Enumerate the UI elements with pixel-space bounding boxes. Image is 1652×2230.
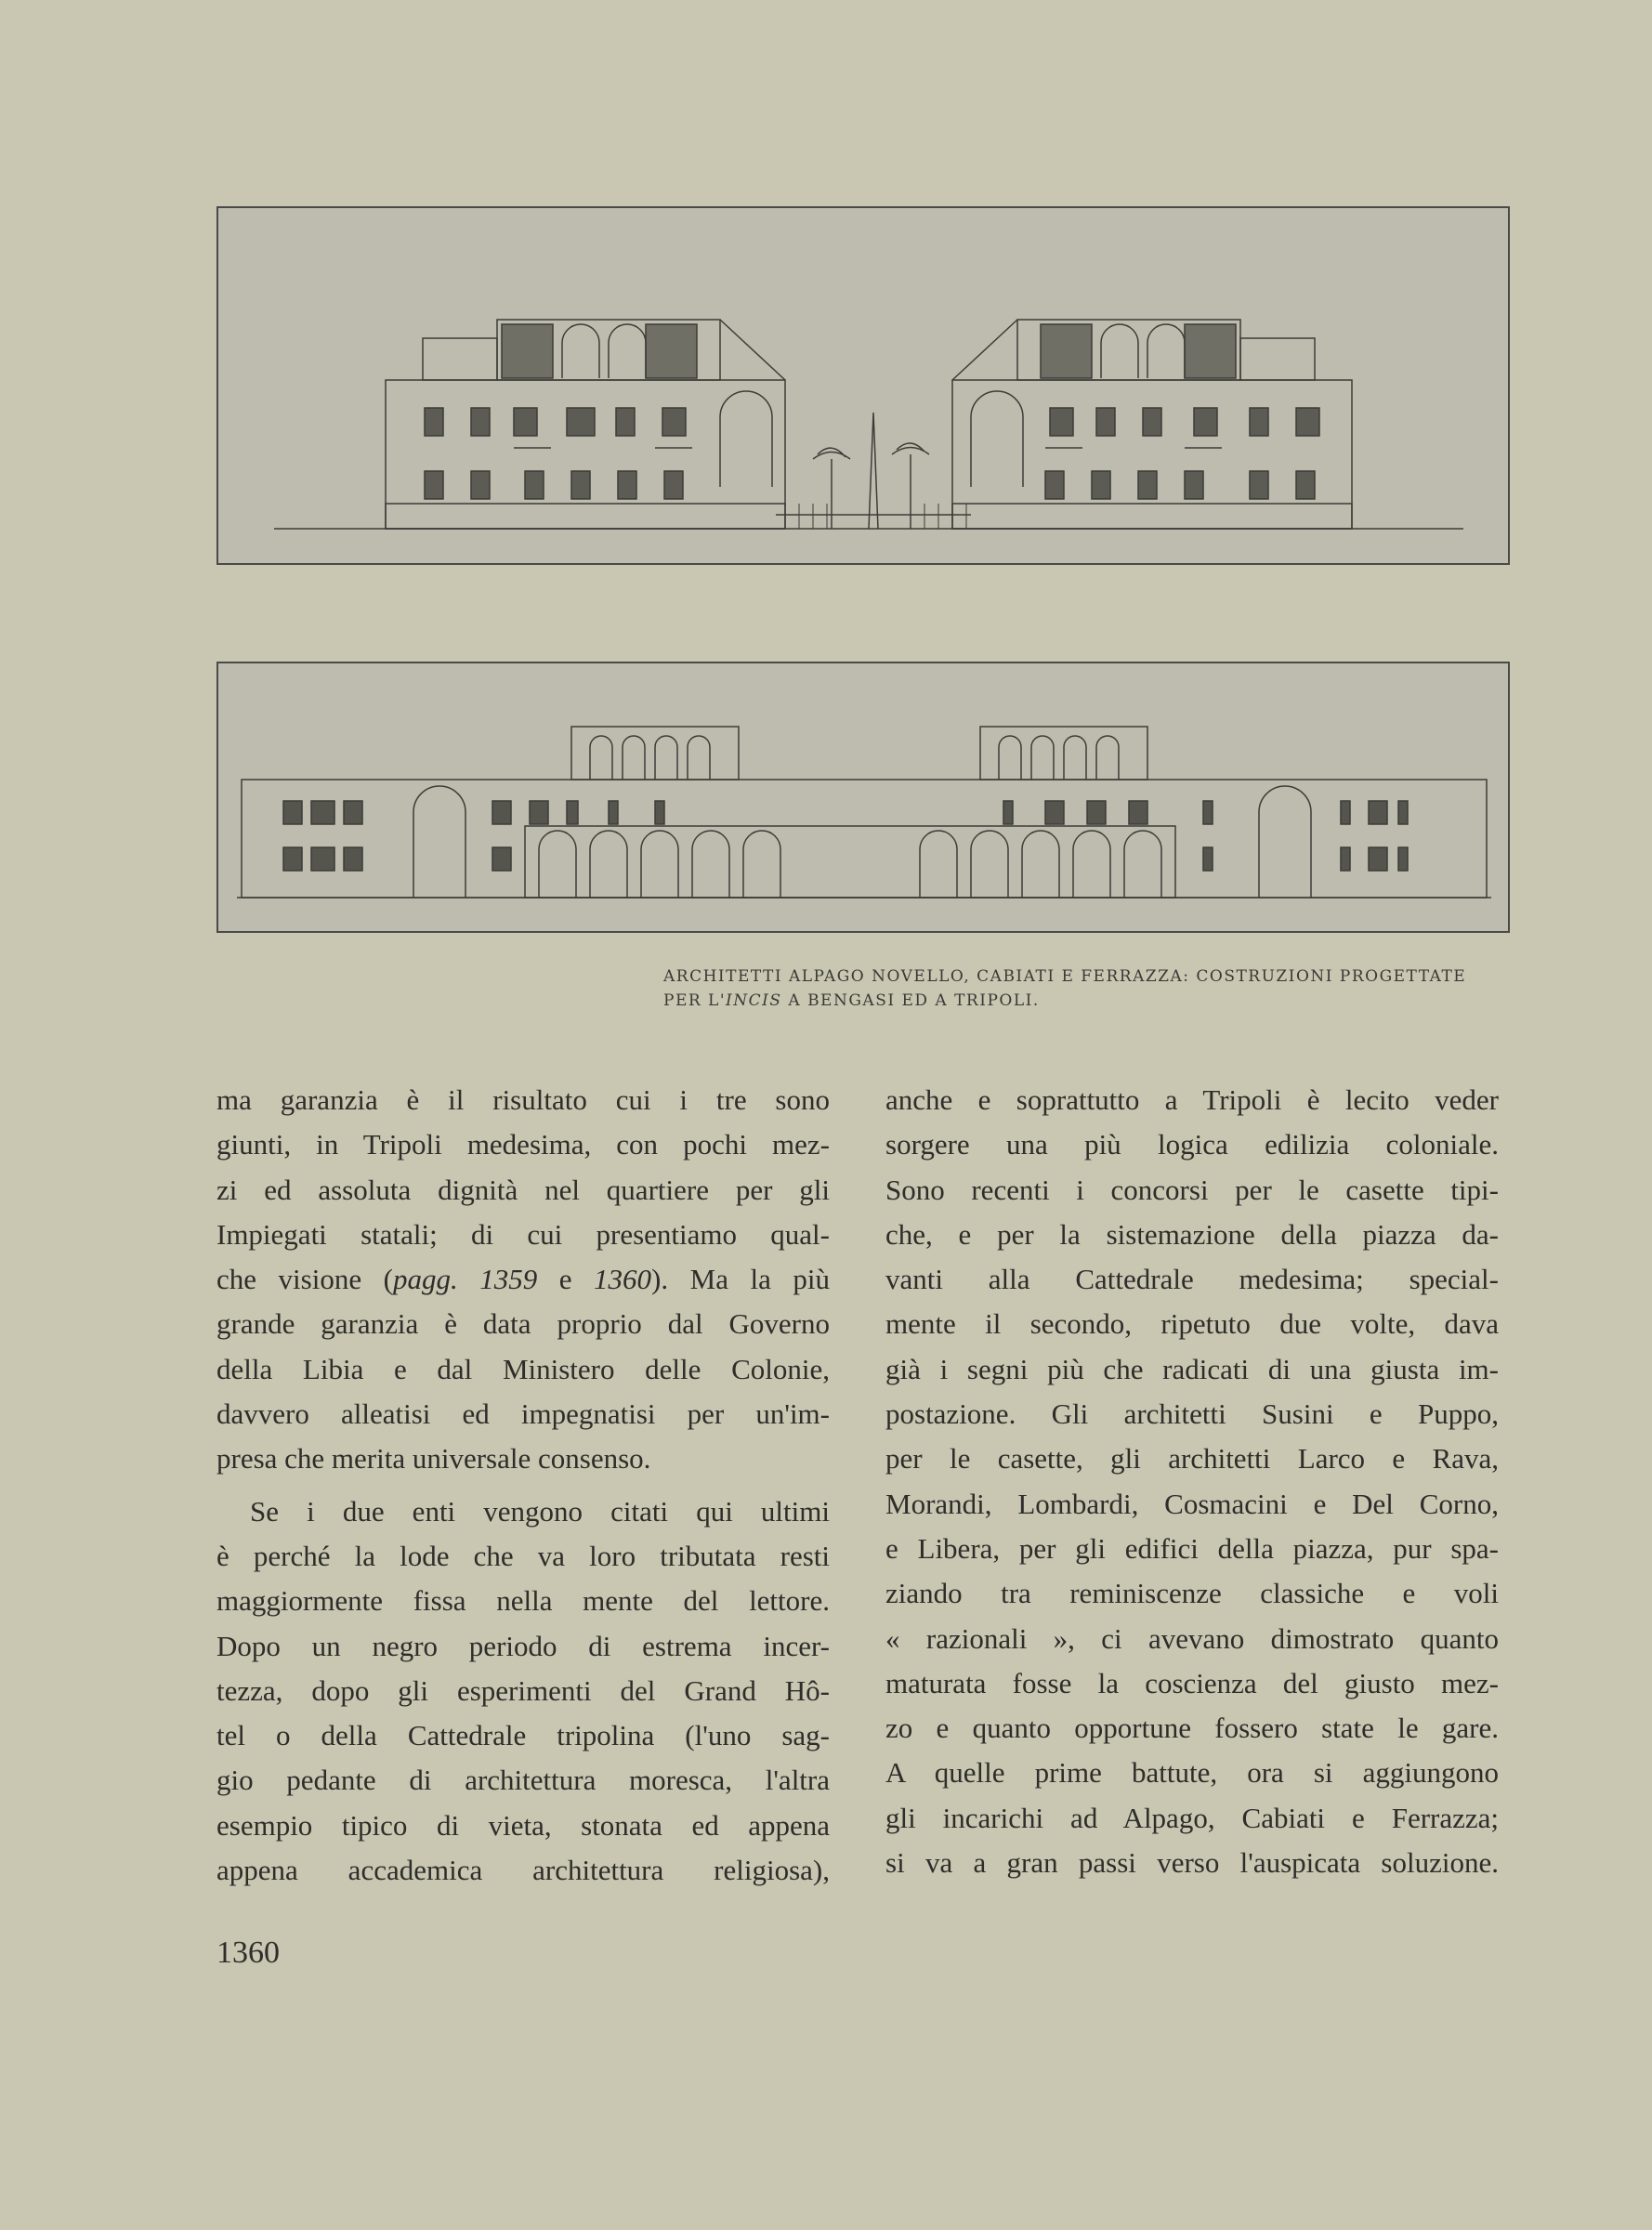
text-segment: e [537, 1263, 595, 1296]
text-line [216, 1257, 830, 1302]
text-line: sorgere una più logica edilizia coloniale. [885, 1128, 1499, 1161]
text-line: gli incarichi ad Alpago, Cabiati e Ferrazza; [885, 1801, 1499, 1834]
caption-line-1: ARCHITETTI ALPAGO NOVELLO, CABIATI E FERRAZZA: COSTRUZIONI PROGETTATE [663, 967, 1467, 986]
left-text-column [216, 1078, 830, 1893]
text-segment: ). Ma la più [651, 1263, 831, 1296]
text-line: per le casette, gli architetti Larco e Rava, [885, 1442, 1499, 1476]
caption-prefix: PER L' [663, 991, 727, 1010]
text-line: si va a gran passi verso l'auspicata soluzione. [885, 1846, 1499, 1880]
villas-elevation-sketch [218, 208, 1508, 563]
arcade-elevation-sketch [218, 663, 1508, 931]
text-line: grande garanzia è data proprio dal Governo [216, 1307, 830, 1341]
text-line: giunti, in Tripoli medesima, con pochi mez- [216, 1128, 830, 1161]
text-line: tezza, dopo gli esperimenti del Grand Hô- [216, 1673, 830, 1707]
text-line: appena accademica architettura religiosa), [216, 1854, 830, 1887]
text-line: Dopo un negro periodo di estrema incer- [216, 1629, 830, 1662]
text-line: maggiormente fissa nella mente del lettore. [216, 1584, 830, 1618]
text-line: mente il secondo, ripetuto due volte, dava [885, 1307, 1499, 1341]
text-line: e Libera, per gli edifici della piazza, pur spa- [885, 1531, 1499, 1565]
text-segment: che visione ( [216, 1263, 393, 1296]
top-elevation-drawing [216, 206, 1510, 565]
caption-incis: INCIS [726, 991, 782, 1010]
text-line: gio pedante di architettura moresca, l'altra [216, 1764, 830, 1797]
page-ref-2: 1360 [594, 1263, 652, 1296]
text-line: ma garanzia è il risultato cui i tre sono [216, 1083, 830, 1116]
text-line: A quelle prime battute, ora si aggiungono [885, 1756, 1499, 1790]
text-line: ziando tra reminiscenze classiche e voli [885, 1577, 1499, 1610]
text-line: davvero alleatisi ed impegnatisi per un'im- [216, 1397, 830, 1431]
text-line: zo e quanto opportune fossero state le gare. [885, 1712, 1499, 1745]
text-line: zi ed assoluta dignità nel quartiere per gli [216, 1173, 830, 1206]
text-line: è perché la lode che va loro tributata resti [216, 1539, 830, 1572]
page-number: 1360 [216, 1935, 280, 1970]
caption-line-2 [663, 989, 1500, 1013]
text-line: della Libia e dal Ministero delle Colonie, [216, 1352, 830, 1385]
text-line: tel o della Cattedrale tripolina (l'uno sag- [216, 1719, 830, 1752]
page-ref-1: pagg. 1359 [392, 1263, 538, 1296]
text-line: postazione. Gli architetti Susini e Puppo, [885, 1397, 1499, 1431]
bottom-elevation-drawing [216, 662, 1510, 933]
text-line: anche e soprattutto a Tripoli è lecito veder [885, 1083, 1499, 1116]
text-line: « razionali », ci avevano dimostrato quanto [885, 1621, 1499, 1655]
caption-suffix: A BENGASI ED A TRIPOLI. [781, 991, 1040, 1010]
text-line: maturata fosse la coscienza del giusto mez- [885, 1666, 1499, 1699]
text-line: Se i due enti vengono citati qui ultimi [250, 1494, 830, 1528]
text-line: presa che merita universale consenso. [216, 1442, 651, 1476]
figure-caption [663, 964, 1500, 1013]
text-line: già i segni più che radicati di una giusta im- [885, 1352, 1499, 1385]
text-line: vanti alla Cattedrale medesima; special- [885, 1263, 1499, 1296]
text-line: Sono recenti i concorsi per le casette tipi- [885, 1173, 1499, 1206]
text-line: che, e per la sistemazione della piazza da- [885, 1217, 1499, 1251]
text-line: Morandi, Lombardi, Cosmacini e Del Corno, [885, 1487, 1499, 1520]
right-text-column [885, 1078, 1499, 1885]
text-line: esempio tipico di vieta, stonata ed appena [216, 1808, 830, 1842]
text-line: Impiegati statali; di cui presentiamo qual- [216, 1217, 830, 1251]
